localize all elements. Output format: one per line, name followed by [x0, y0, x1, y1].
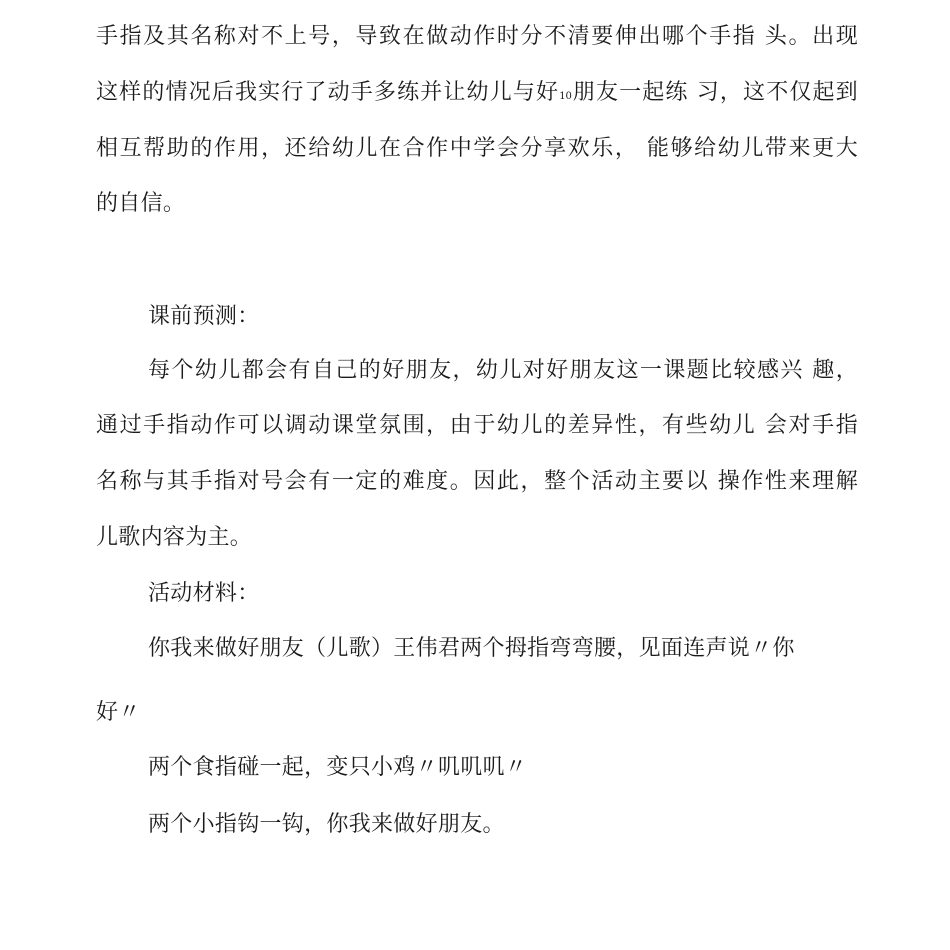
text-fragment: 朋友一起练 习，这不仅起到: [571, 80, 858, 105]
paragraph-line: 通过手指动作可以调动课堂氛围，由于幼儿的差异性，有些幼儿 会对手指: [96, 413, 858, 438]
paragraph-line: 相互帮助的作用，还给幼儿在合作中学会分享欢乐， 能够给幼儿带来更大: [96, 136, 858, 161]
paragraph-line: 的自信。: [96, 191, 186, 216]
paragraph-line: [96, 78, 858, 112]
nursery-rhyme-line: 两个小指钩一钩，你我来做好朋友。: [148, 812, 505, 837]
paragraph-line: 手指及其名称对不上号，导致在做动作时分不清要伸出哪个手指 头。出现: [96, 24, 858, 49]
nursery-rhyme-line: 你我来做好朋友（儿歌）王伟君两个拇指弯弯腰，见面连声说〃你: [148, 636, 795, 661]
nursery-rhyme-line: 两个食指碰一起，变只小鸡〃叽叽叽〃: [148, 755, 528, 780]
footnote-number: 10: [559, 91, 572, 102]
section-heading-materials: 活动材料：: [148, 581, 260, 606]
nursery-rhyme-line: 好〃: [96, 700, 141, 725]
paragraph-line: 名称与其手指对号会有一定的难度。因此，整个活动主要以 操作性来理解: [96, 469, 858, 494]
section-heading-prediction: 课前预测：: [148, 304, 260, 329]
paragraph-line: 儿歌内容为主。: [96, 525, 253, 550]
text-fragment: 这样的情况后我实行了动手多练并让幼儿与好: [96, 80, 560, 105]
paragraph-line: 每个幼儿都会有自己的好朋友，幼儿对好朋友这一课题比较感兴 趣，: [148, 358, 858, 383]
